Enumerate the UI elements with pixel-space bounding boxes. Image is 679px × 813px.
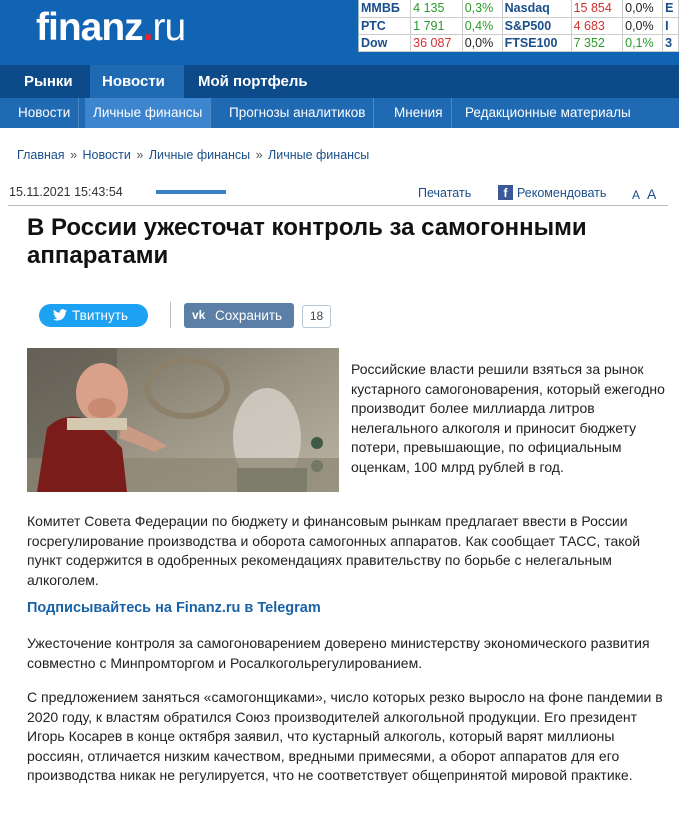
breadcrumb: Главная » Новости » Личные финансы » Личные финансы	[17, 148, 370, 162]
breadcrumb-news[interactable]: Новости	[82, 148, 131, 162]
article-title: В России ужесточат контроль за самогонными аппаратами	[27, 214, 587, 269]
ticker-row[interactable]: РТС 1 791 0,4% S&P500 4 683 0,0% I	[359, 17, 679, 34]
tweet-button[interactable]: Твитнуть	[39, 304, 148, 327]
nav-news[interactable]: Новости	[90, 65, 184, 98]
vk-icon: vk	[192, 308, 206, 322]
breadcrumb-home[interactable]: Главная	[17, 148, 65, 162]
article-datetime: 15.11.2021 15:43:54	[9, 185, 123, 199]
share-divider	[170, 302, 171, 328]
nav-markets[interactable]: Рынки	[24, 73, 73, 90]
market-ticker	[358, 0, 679, 52]
datetime-underline	[156, 190, 226, 194]
site-logo[interactable]: finanz.ru	[36, 6, 186, 49]
ticker-row[interactable]: Dow 36 087 0,0% FTSE100 7 352 0,1% 3	[359, 34, 679, 51]
font-large-button[interactable]: A	[647, 186, 657, 202]
site-header	[0, 0, 679, 65]
subnav-personal-finance[interactable]: Личные финансы	[85, 98, 211, 128]
telegram-link[interactable]: Подписывайтесь на Finanz.ru в Telegram	[27, 600, 321, 616]
nav-portfolio[interactable]: Мой портфель	[198, 73, 308, 90]
recommend-link[interactable]: Рекомендовать	[517, 186, 607, 200]
share-count: 18	[302, 305, 331, 328]
article-paragraph: Комитет Совета Федерации по бюджету и финансовым рынкам предлагает ввести в России госрегулирование производства и оборота самогонных аппаратов. Как сообщает ТАСС, такой пункт содержится в одобренных рекомендациях правительству по борьбе с нелегальным алкоголем.	[27, 513, 641, 588]
subnav-news[interactable]: Новости	[10, 98, 79, 128]
vk-save-button[interactable]: vk Сохранить	[184, 303, 294, 328]
font-small-button[interactable]: A	[632, 188, 641, 202]
breadcrumb-personal-finance-2[interactable]: Личные финансы	[268, 148, 370, 162]
main-nav	[0, 65, 679, 98]
article-paragraph: Ужесточение контроля за самогоноварением доверено министерству экономического развития совместно с Минпромторгом и Росалкогольрегулированием.	[27, 635, 650, 671]
facebook-icon[interactable]: f	[498, 185, 513, 200]
twitter-icon	[53, 304, 67, 327]
breadcrumb-personal-finance[interactable]: Личные финансы	[148, 148, 251, 162]
subnav-opinions[interactable]: Мнения	[386, 98, 452, 128]
article-paragraph: С предложением заняться «самогонщиками», число которых резко выросло на фоне пандемии в 2020 году, к властям обратился Союз производителей алкогольной продукции. Его президент Игорь Косарев в конце октября заявил, что кустарный алкоголь, который варят миллионы россиян, отличается низким качеством, вредными примесями, а оборот аппаратов для его производства никак не регулируется, что не соответствует общепринятой мировой практике.	[27, 689, 663, 783]
divider	[8, 205, 668, 206]
print-link[interactable]: Печатать	[418, 186, 472, 200]
sub-nav	[0, 98, 679, 128]
ticker-row[interactable]: ММВБ 4 135 0,3% Nasdaq 15 854 0,0% E	[359, 0, 679, 17]
subnav-forecasts[interactable]: Прогнозы аналитиков	[221, 98, 374, 128]
article-photo	[27, 348, 339, 492]
subnav-editorial[interactable]: Редакционные материалы	[465, 105, 631, 120]
article-lead: Российские власти решили взяться за рынок кустарного самогоноварения, который ежегодно производит более миллиарда литров нелегального алкоголя и приносит бюджету потери, превышающие, по официальным оценкам, 100 млрд рублей в год.	[351, 361, 665, 475]
